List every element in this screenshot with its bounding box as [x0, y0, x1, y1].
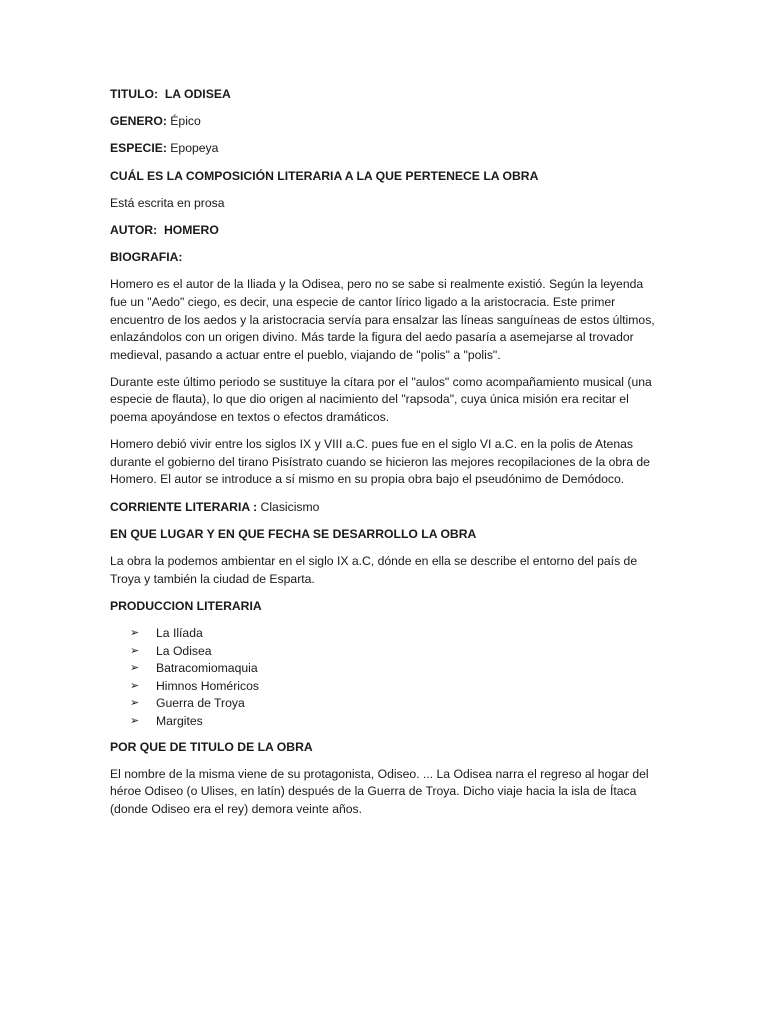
list-item-label: La Odisea: [156, 643, 212, 658]
list-item: [110, 678, 658, 696]
genero-label: GENERO:: [110, 114, 167, 129]
especie-value: Epopeya: [170, 141, 219, 156]
produccion-list: [110, 625, 658, 731]
composicion-heading: CUÁL ES LA COMPOSICIÓN LITERARIA A LA QUE PERTENECE LA OBRA: [110, 168, 539, 183]
titulo-label: TITULO:: [110, 87, 159, 101]
list-item: [110, 625, 658, 643]
arrow-bullet-icon: ➢: [130, 644, 140, 657]
bio-paragraph-3: Homero debió vivir entre los siglos IX y VIII a.C. pues fue en el siglo VI a.C. en la polis de Atenas durante el gobierno del tirano Pisístrato cuando se hicieron las mejores recopilaciones de la obra de Homero. El autor se introduce a sí mismo en su propia obra bajo el pseudónimo de Demódoco.: [110, 437, 650, 487]
porque-heading: POR QUE DE TITULO DE LA OBRA: [110, 739, 313, 754]
list-item-label: Himnos Homéricos: [156, 678, 259, 693]
titulo-line: [110, 86, 658, 104]
produccion-heading: PRODUCCION LITERARIA: [110, 598, 262, 613]
bio-paragraph-1: Homero es el autor de la Iliada y la Odisea, pero no se sabe si realmente existió. Según la leyenda fue un "Aedo" ciego, es decir, una especie de cantor lírico ligado a la aristocracia. Este primer encuentro de los aedos y la aristocracia servía para ensalzar las líneas sanguíneas de estos últimos, enlazándolos con un origen divino. Más tarde la figura del aedo pasaría a asemejarse al trovador medieval, pasando a actuar entre el pueblo, viajando de "polis" a "polis".: [110, 277, 655, 362]
autor-value: HOMERO: [163, 222, 219, 237]
list-item-label: Batracomiomaquia: [156, 661, 258, 676]
arrow-bullet-icon: ➢: [130, 697, 140, 710]
arrow-bullet-icon: ➢: [130, 714, 140, 727]
titulo-value: LA ODISEA: [164, 87, 231, 101]
corriente-label: CORRIENTE LITERARIA :: [110, 499, 258, 514]
list-item-label: Margites: [156, 713, 203, 728]
arrow-bullet-icon: ➢: [130, 679, 140, 692]
corriente-line: [110, 499, 658, 517]
genero-line: [110, 113, 658, 131]
list-item-label: Guerra de Troya: [156, 696, 245, 711]
autor-line: [110, 222, 658, 240]
composicion-value: Está escrita en prosa: [110, 195, 225, 210]
especie-line: [110, 140, 658, 158]
list-item: [110, 713, 658, 731]
lugar-heading: EN QUE LUGAR Y EN QUE FECHA SE DESARROLLO LA OBRA: [110, 526, 477, 541]
list-item: [110, 660, 658, 678]
autor-label: AUTOR:: [110, 222, 158, 237]
genero-value: Épico: [170, 114, 201, 129]
list-item: [110, 643, 658, 661]
bio-paragraph-2: Durante este último periodo se sustituye la cítara por el "aulos" como acompañamiento musical (una especie de flauta), lo que dio origen al nacimiento del "rapsoda", cuya única misión era recitar el poema apoyándose en textos o efectos dramáticos.: [110, 374, 652, 425]
porque-paragraph: El nombre de la misma viene de su protagonista, Odiseo. ... La Odisea narra el regreso al hogar del héroe Odiseo (o Ulises, en latín) después de la Guerra de Troya. Dicho viaje hacia la isla de Ítaca (donde Odiseo era el rey) demora veinte años.: [110, 766, 649, 816]
arrow-bullet-icon: ➢: [130, 662, 140, 675]
list-item: [110, 695, 658, 713]
list-item-label: La Ilíada: [156, 625, 203, 640]
lugar-paragraph: La obra la podemos ambientar en el siglo IX a.C, dónde en ella se describe el entorno del país de Troya y también la ciudad de Esparta.: [110, 554, 638, 586]
biografia-heading: BIOGRAFIA:: [110, 250, 183, 265]
document-page: [110, 86, 658, 828]
especie-label: ESPECIE:: [110, 141, 167, 156]
corriente-value: Clasicismo: [260, 499, 320, 514]
arrow-bullet-icon: ➢: [130, 626, 140, 639]
